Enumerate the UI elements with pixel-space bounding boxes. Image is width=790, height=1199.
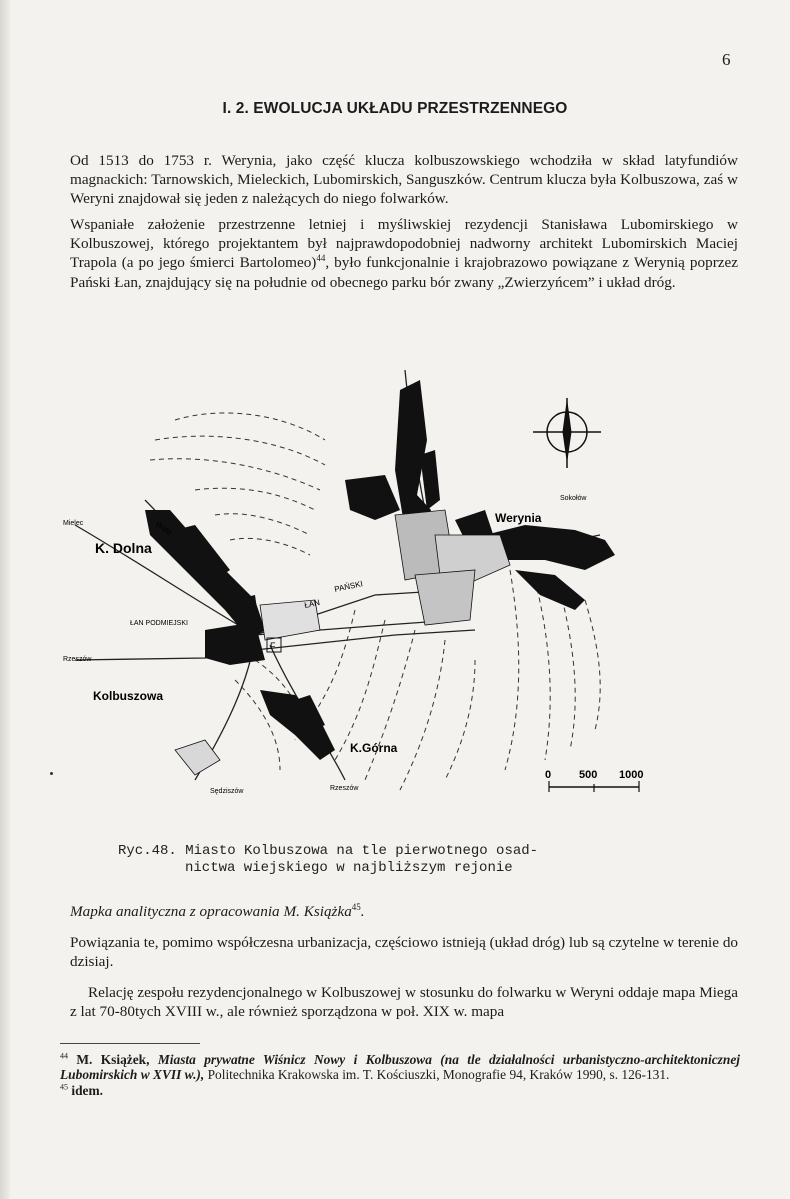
map-label-wola: Wola [153,519,174,538]
settlement-blocks [145,380,615,760]
page-edge [0,0,10,1199]
map-label-rzeszow-west: Rzeszów [63,656,92,663]
footnote-44-number: 44 [60,1051,68,1061]
map-label-werynia: Werynia [495,511,542,525]
caption-line-2: nictwa wiejskiego w najbliższym rejonie [185,860,513,876]
footnote-44-rest: Politechnika Krakowska im. T. Kościuszki, Monografie 94, Kraków 1990, s. 126-131. [207,1067,670,1083]
map-figure [55,360,695,810]
figure-caption [118,843,538,877]
scale-label-0: 0 [545,769,552,781]
map-source-note [70,903,365,921]
footnote-45 [60,1083,740,1098]
scale-bar [545,769,643,792]
footnote-ref-45: 45 [351,901,361,912]
caption-line-1: Ryc.48. Miasto Kolbuszowa na tle pierwotnego osad- [118,843,539,859]
map-label-kolbuszowa: Kolbuszowa [93,689,164,703]
scale-label-500: 500 [579,769,598,781]
paragraph-2 [70,215,738,292]
footnote-45-number: 45 [60,1082,68,1092]
map-label-lan-podmiejski: ŁAN PODMIEJSKI [130,620,188,627]
map-label-mielec: Mielec [63,520,84,527]
footnote-44-author: M. Książek, [76,1052,150,1067]
map-label-lan: ŁAN [303,597,321,610]
map-label-sokolow: Sokołów [560,495,587,502]
footnote-44-title: Miasta prywatne Wiśnicz Nowy i Kolbuszowa (na tle działalności urbanistyczno-architektonicznej Lubomirskich w XVII w.), [60,1052,740,1083]
paragraph-2-text-a: Wspaniałe założenie przestrzenne letniej i myśliwskiej rezydencji Stanisława Lubomirskiego w Kolbuszowej, którego projektantem był najprawdopodobniej nadworny architekt Lubomirskich Maciej Trapola (a po jego śmierci Bartolomeo) [70,216,738,272]
footnotes [60,1052,740,1098]
map-label-panski: PAŃSKI [333,579,364,594]
paragraph-2-text-b: , było funkcjonalnie i krajobrazowo powiązane z Werynią poprzez Pański Łan, znajdujący się na południe od obecnego parku bór zwany „Zwierzyńcem” i układ dróg. [70,254,738,291]
scale-label-1000: 1000 [619,769,644,781]
map-label-k-dolna: K. Dolna [95,540,152,556]
footnote-ref-44: 44 [316,253,326,264]
north-arrow-icon [533,398,601,468]
page-number: 6 [722,50,731,69]
map-source-end: . [360,903,365,920]
map-label-f: F [270,641,276,651]
map-label-sedziszow: Sędziszów [210,788,244,795]
section-heading: I. 2. EWOLUCJA UKŁADU PRZESTRZENNEGO [222,100,568,117]
map-label-k-gorna: K.Górna [350,741,398,755]
paragraph-4: Relację zespołu rezydencjonalnego w Kolbuszowej w stosunku do folwarku w Weryni oddaje mapa Miega z lat 70-80tych XVIII w., ale również sporządzona w poł. XIX w. mapa [70,984,738,1021]
map-source-text: Mapka analityczna z opracowania M. Książka [70,903,352,920]
footnote-44 [60,1052,740,1083]
paragraph-1: Od 1513 do 1753 r. Werynia, jako część klucza kolbuszowskiego wchodziła w skład latyfundiów magnackich: Tarnowskich, Mieleckich, Lubomirskich, Sanguszków. Centrum klucza była Kolbuszowa, zaś w Weryni znajdował się jeden z należących do niego folwarków. [70,152,738,208]
map-label-rzeszow-south: Rzeszów [330,785,359,792]
footnote-rule [60,1043,200,1044]
footnote-45-text: idem. [71,1082,103,1098]
paragraph-3: Powiązania te, pomimo współczesna urbanizacja, częściowo istnieją (układ dróg) lub są czytelne w terenie do dzisiaj. [70,934,739,971]
margin-dot [50,772,53,775]
